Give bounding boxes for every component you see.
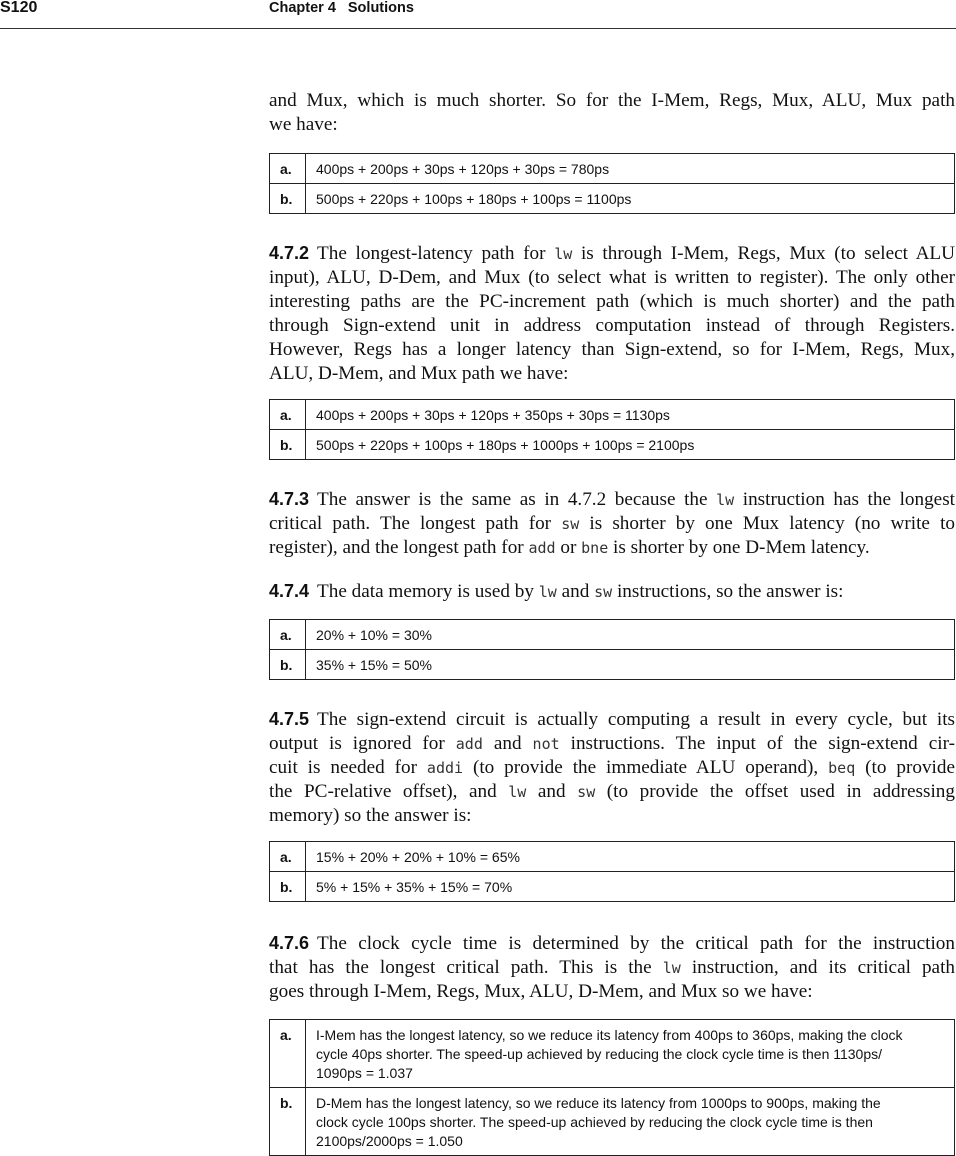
text-line: and Mux, which is much shorter. So for the I-Mem, Regs, Mux, ALU, Mux path: [269, 90, 955, 111]
table-row: [270, 842, 955, 872]
row-value: 500ps + 220ps + 100ps + 180ps + 1000ps + 100ps = 2100ps: [306, 430, 955, 460]
section-label: Solutions: [347, 0, 414, 16]
table-row: [270, 1088, 955, 1156]
code-term: addi: [426, 759, 464, 777]
cell-line: cycle 40ps shorter. The speed-up achieved by reducing the clock cycle time is then 1130ps/: [316, 1046, 883, 1062]
section-number: 4.7.6: [269, 933, 310, 953]
text-line: goes through I-Mem, Regs, Mux, ALU, D-Mem, and Mux so we have:: [269, 981, 813, 1002]
text-fragment: instructions. The input of the sign-extend cir-: [559, 733, 955, 754]
section-4-7-2: [269, 241, 955, 386]
text-line: interesting paths are the PC-increment path (which is much shorter) and the path: [269, 291, 955, 312]
table-row: [270, 184, 955, 214]
table-row: [270, 1020, 955, 1088]
text-fragment: register), and the longest path for: [269, 537, 529, 558]
text-line: [269, 512, 955, 536]
row-value: 5% + 15% + 35% + 15% = 70%: [306, 872, 955, 902]
text-line: [269, 241, 955, 266]
text-fragment: The data memory is used by: [317, 581, 539, 602]
text-line: However, Regs has a longer latency than Sign-extend, so for I-Mem, Regs, Mux,: [269, 339, 955, 360]
code-term: beq: [828, 759, 856, 777]
code-term: lw: [538, 583, 557, 601]
code-term: sw: [561, 515, 580, 533]
row-label: a.: [270, 154, 306, 184]
text-fragment: instruction has the longest: [734, 489, 955, 510]
row-label: a.: [270, 1020, 306, 1088]
cell-line: I-Mem has the longest latency, so we reduce its latency from 400ps to 360ps, making the clock: [316, 1027, 903, 1043]
row-value: 400ps + 200ps + 30ps + 120ps + 350ps + 30ps = 1130ps: [306, 400, 955, 430]
table-row: [270, 154, 955, 184]
code-term: lw: [716, 491, 735, 509]
row-label: a.: [270, 400, 306, 430]
code-term: add: [528, 539, 556, 557]
section-4-7-5: [269, 707, 955, 828]
row-value: 20% + 10% = 30%: [306, 620, 955, 650]
text-line: input), ALU, D-Dem, and Mux (to select what is written to register). The only other: [269, 267, 955, 288]
section-number: 4.7.4: [269, 581, 310, 601]
row-label: a.: [270, 842, 306, 872]
table-row: [270, 650, 955, 680]
text-line: [269, 579, 955, 604]
text-line: [269, 956, 955, 980]
answer-table-2: [269, 399, 955, 460]
text-fragment: (to provide: [855, 757, 955, 778]
table-row: [270, 620, 955, 650]
text-line: [269, 931, 955, 956]
text-fragment: and: [556, 581, 595, 602]
row-value: 400ps + 200ps + 30ps + 120ps + 30ps = 780ps: [306, 154, 955, 184]
row-label: b.: [270, 650, 306, 680]
cell-line: 1090ps = 1.037: [316, 1065, 413, 1081]
running-head: [269, 0, 414, 16]
text-fragment: (to provide the immediate ALU operand),: [463, 757, 829, 778]
cell-line: clock cycle 100ps shorter. The speed-up achieved by reducing the clock cycle time is then: [316, 1114, 873, 1130]
answer-table-3: [269, 619, 955, 680]
text-fragment: and: [526, 781, 578, 802]
code-term: lw: [508, 783, 527, 801]
text-fragment: The answer is the same as in 4.7.2 because the: [317, 489, 717, 510]
text-fragment: or: [555, 537, 582, 558]
text-fragment: critical path. The longest path for: [269, 513, 562, 534]
row-label: b.: [270, 184, 306, 214]
answer-table-4: [269, 841, 955, 902]
section-number: 4.7.2: [269, 243, 310, 263]
text-line: through Sign-extend unit in address computation instead of through Registers.: [269, 315, 955, 336]
row-value: 35% + 15% = 50%: [306, 650, 955, 680]
text-fragment: The clock cycle time is determined by the critical path for the instruction: [317, 933, 955, 954]
text-fragment: instructions, so the answer is:: [612, 581, 844, 602]
text-fragment: and: [482, 733, 533, 754]
text-fragment: The longest-latency path for: [317, 243, 555, 264]
text-fragment: cuit is needed for: [269, 757, 427, 778]
row-value: 15% + 20% + 20% + 10% = 65%: [306, 842, 955, 872]
section-4-7-3: [269, 487, 955, 560]
intro-paragraph: [269, 89, 955, 137]
chapter-label: Chapter 4: [269, 0, 336, 16]
text-fragment: the PC-relative offset), and: [269, 781, 509, 802]
text-line: [269, 707, 955, 732]
text-line: [269, 487, 955, 512]
text-fragment: is through I-Mem, Regs, Mux (to select ALU: [572, 243, 956, 264]
row-value: 500ps + 220ps + 100ps + 180ps + 100ps = 1100ps: [306, 184, 955, 214]
text-fragment: (to provide the offset used in addressing: [595, 781, 955, 802]
row-label: a.: [270, 620, 306, 650]
section-4-7-4: [269, 579, 955, 604]
row-value: [306, 1088, 955, 1156]
text-line: we have:: [269, 114, 338, 135]
text-fragment: instruction, and its critical path: [680, 957, 955, 978]
code-term: lw: [554, 245, 573, 263]
answer-table-1: [269, 153, 955, 214]
page-number: S120: [0, 0, 38, 16]
text-line: ALU, D-Mem, and Mux path we have:: [269, 363, 569, 384]
text-line: [269, 780, 955, 804]
section-number: 4.7.3: [269, 489, 310, 509]
text-fragment: that has the longest critical path. This is the: [269, 957, 663, 978]
code-term: not: [532, 735, 560, 753]
section-number: 4.7.5: [269, 709, 310, 729]
text-line: memory) so the answer is:: [269, 805, 472, 826]
code-term: bne: [581, 539, 609, 557]
code-term: sw: [577, 783, 596, 801]
table-row: [270, 400, 955, 430]
cell-line: 2100ps/2000ps = 1.050: [316, 1133, 463, 1149]
code-term: add: [455, 735, 483, 753]
text-fragment: is shorter by one D-Mem latency.: [608, 537, 870, 558]
code-term: lw: [662, 959, 681, 977]
page-header: [0, 0, 956, 29]
answer-table-5: [269, 1019, 955, 1156]
cell-line: D-Mem has the longest latency, so we reduce its latency from 1000ps to 900ps, making the: [316, 1095, 881, 1111]
text-line: [269, 536, 955, 560]
row-label: b.: [270, 430, 306, 460]
row-value: [306, 1020, 955, 1088]
text-fragment: output is ignored for: [269, 733, 456, 754]
row-label: b.: [270, 1088, 306, 1156]
text-line: [269, 732, 955, 756]
row-label: b.: [270, 872, 306, 902]
text-fragment: The sign-extend circuit is actually computing a result in every cycle, but its: [317, 709, 955, 730]
text-line: [269, 756, 955, 780]
section-4-7-6: [269, 931, 955, 1004]
code-term: sw: [594, 583, 613, 601]
table-row: [270, 430, 955, 460]
table-row: [270, 872, 955, 902]
text-fragment: is shorter by one Mux latency (no write to: [579, 513, 955, 534]
